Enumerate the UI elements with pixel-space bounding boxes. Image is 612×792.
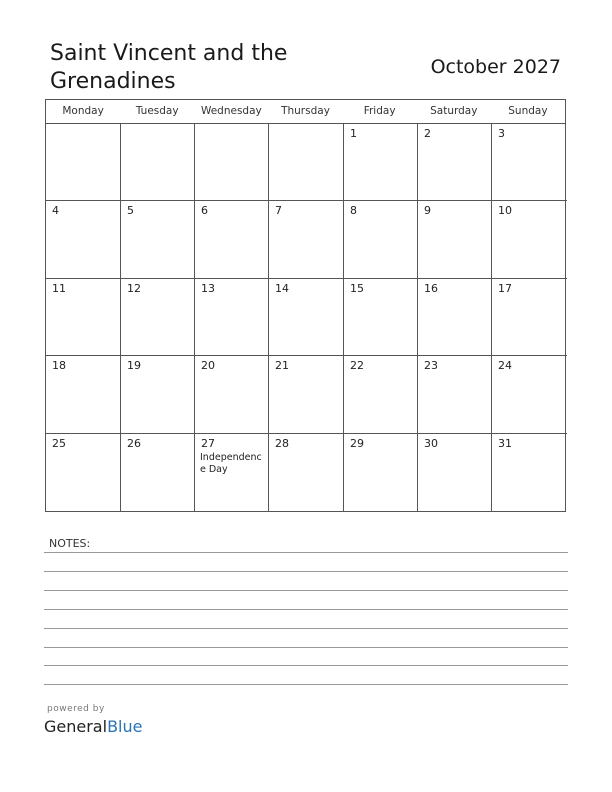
calendar-day-cell [418,201,492,278]
day-number: 7 [275,204,282,218]
weekday-monday: Monday [62,105,104,117]
calendar-day-cell [269,124,344,201]
calendar-day-cell [195,434,269,511]
powered-by-text: powered by [47,704,105,714]
notes-label: NOTES: [49,537,91,550]
day-number: 21 [275,359,289,373]
calendar-day-cell [344,434,418,511]
day-number: 5 [127,204,134,218]
notes-line [44,571,568,572]
day-number: 4 [52,204,59,218]
calendar-day-cell [492,124,567,201]
calendar-day-cell [492,434,567,511]
calendar-day-cell [269,201,344,278]
calendar-day-cell [46,201,121,278]
calendar-day-cell [344,201,418,278]
calendar-day-cell [269,434,344,511]
day-number: 8 [350,204,357,218]
weekday-header-row [46,100,565,124]
day-number: 14 [275,281,289,295]
calendar-day-cell [492,356,567,433]
calendar-day-cell [46,124,121,201]
day-number: 20 [201,359,215,373]
day-number: 15 [350,281,364,295]
day-number: 2 [424,127,431,140]
notes-line [44,590,568,591]
day-number: 31 [498,436,512,450]
day-number: 23 [424,359,438,373]
weekday-wednesday: Wednesday [200,105,262,117]
notes-line [44,665,568,666]
day-number: 1 [350,127,357,140]
day-number: 11 [52,281,66,295]
weekday-friday: Friday [363,105,396,117]
calendar-day-cell [195,124,269,201]
brand-blue: Blue [107,717,143,736]
weekday-sunday: Sunday [508,105,548,117]
calendar-country-title: Saint Vincent and the Grenadines [50,41,288,94]
calendar-day-cell [46,279,121,356]
day-number: 10 [498,204,512,218]
weekday-tuesday: Tuesday [135,105,179,117]
calendar-day-cell [121,356,195,433]
calendar-day-cell [269,356,344,433]
day-number: 3 [498,127,505,140]
calendar-day-cell [195,356,269,433]
day-number: 24 [498,359,512,373]
day-number: 13 [201,281,215,295]
calendar-day-cell [344,124,418,201]
weekday-saturday: Saturday [430,105,478,117]
calendar-day-cell [121,434,195,511]
day-number: 18 [52,359,66,373]
brand-general: General [44,717,108,736]
notes-line [44,647,568,648]
calendar-day-cell [492,279,567,356]
calendar-day-cell [492,201,567,278]
calendar-day-cell [418,279,492,356]
calendar-day-cell [195,279,269,356]
day-number: 9 [424,204,431,218]
day-number: 29 [350,436,364,450]
calendar-month-year: October 2027 [430,56,561,78]
day-number: 30 [424,436,438,450]
calendar-days [46,124,565,511]
day-number: 17 [498,281,512,295]
calendar-day-cell [344,279,418,356]
day-number: 22 [350,359,364,373]
weekday-thursday: Thursday [281,105,330,117]
generalblue-logo [44,717,142,736]
calendar-day-cell [121,124,195,201]
calendar-day-cell [418,356,492,433]
day-number: 19 [127,359,141,373]
day-number: 26 [127,436,141,450]
holiday-event: Independence Day [200,451,262,475]
calendar-day-cell [418,434,492,511]
calendar-day-cell [46,434,121,511]
calendar-day-cell [46,356,121,433]
day-number: 27 [201,436,215,450]
calendar-day-cell [195,201,269,278]
calendar-grid [45,99,566,512]
calendar-day-cell [344,356,418,433]
calendar-day-cell [121,201,195,278]
calendar-day-cell [121,279,195,356]
day-number: 16 [424,281,438,295]
day-number: 28 [275,436,289,450]
day-number: 12 [127,281,141,295]
calendar-day-cell [269,279,344,356]
calendar-day-cell [418,124,492,201]
day-number: 6 [201,204,208,218]
day-number: 25 [52,436,66,450]
notes-line [44,684,568,685]
notes-line [44,628,568,629]
notes-line [44,552,568,553]
notes-line [44,609,568,610]
